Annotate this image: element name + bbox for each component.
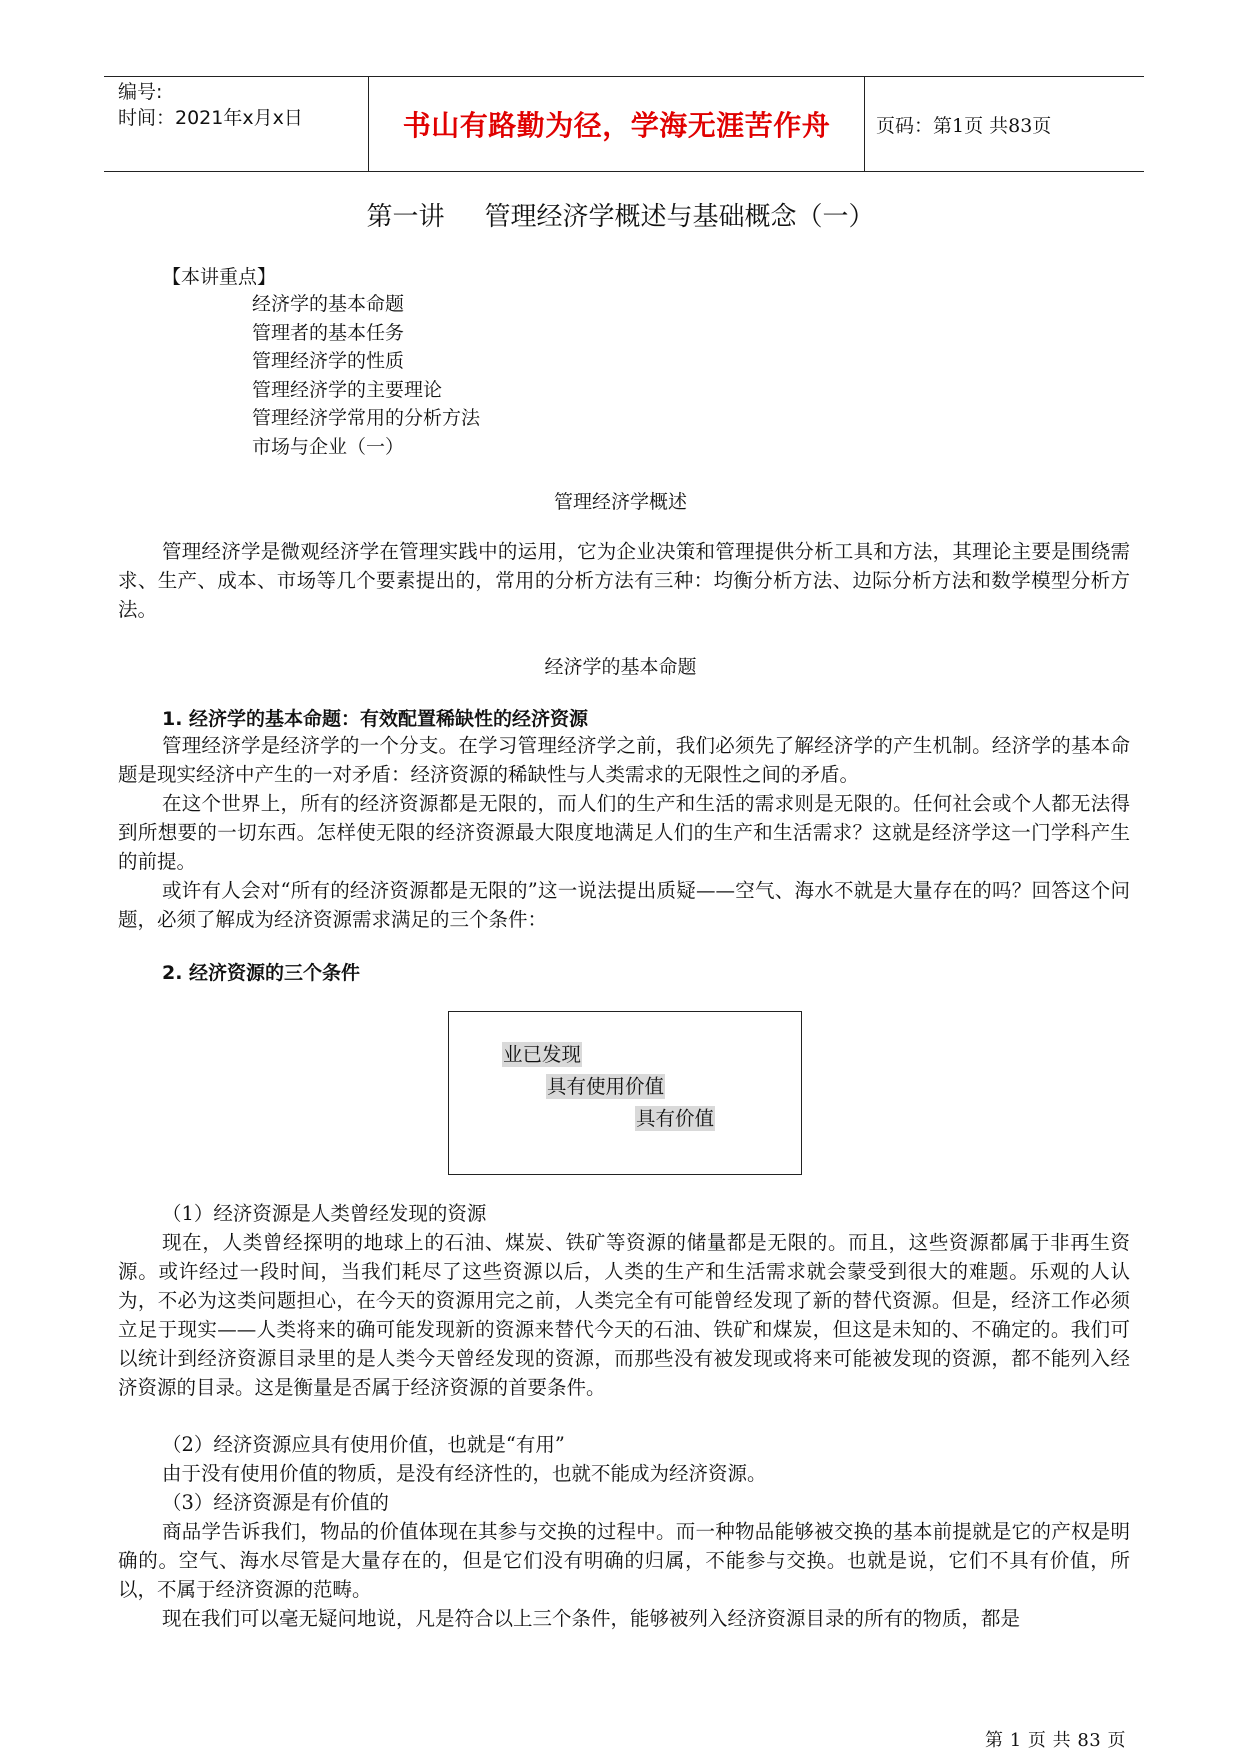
condition-use-value: 具有使用价值 [547, 1075, 665, 1098]
paragraph: 管理经济学是经济学的一个分支。在学习管理经济学之前，我们必须先了解经济学的产生机制。经济学的基本命题是现实经济中产生的一对矛盾：经济资源的稀缺性与人类需求的无限性之间的矛盾。 [118, 734, 1130, 786]
heading-2: 2. 经济资源的三个条件 [162, 962, 361, 984]
page-footer: 第 1 页 共 83 页 [985, 1730, 1126, 1751]
lecture-number: 第一讲 [366, 202, 445, 232]
list-item: 管理者的基本任务 [252, 321, 405, 344]
lecture-topic: 管理经济学概述与基础概念（一） [484, 202, 875, 232]
list-item: 市场与企业（一） [252, 435, 405, 458]
header-motto-cell [368, 77, 865, 171]
final-paragraph: 现在我们可以毫无疑问地说，凡是符合以上三个条件，能够被列入经济资源目录的所有的物质，都是 [162, 1607, 1021, 1630]
list-item: 经济学的基本命题 [252, 293, 405, 315]
header-meta [118, 77, 368, 173]
header-page-info: 页码：第1页 共83页 [876, 114, 1052, 137]
overview-paragraph: 管理经济学是微观经济学在管理实践中的运用，它为企业决策和管理提供分析工具和方法，其理论主要是围绕需求、生产、成本、市场等几个要素提出的，常用的分析方法有三种：均衡分析方法、边际分析方法和数学模型分析方法。 [118, 540, 1130, 621]
conditions-diagram [448, 1011, 802, 1175]
section-title-basic-proposition: 经济学的基本命题 [544, 656, 697, 678]
condition-1-title: （1）经济资源是人类曾经发现的资源 [162, 1202, 487, 1225]
list-item: 管理经济学的主要理论 [252, 378, 443, 401]
condition-value: 具有价值 [636, 1107, 715, 1130]
condition-discovered: 业已发现 [503, 1043, 582, 1066]
paragraph: 或许有人会对“所有的经济资源都是无限的”这一说法提出质疑——空气、海水不就是大量存在的吗？回答这个问题，必须了解成为经济资源需求满足的三个条件： [118, 879, 1130, 931]
list-item: 管理经济学常用的分析方法 [252, 407, 481, 429]
number-label: 编号: [118, 81, 163, 103]
focus-label: 【本讲重点】 [162, 266, 277, 288]
paragraph: 在这个世界上，所有的经济资源都是无限的，而人们的生产和生活的需求则是无限的。任何社会或个人都无法得到所想要的一切东西。怎样使无限的经济资源最大限度地满足人们的生产和生活需求？这就是经济学这一门学科产生的前提。 [118, 792, 1130, 873]
condition-3-text: 商品学告诉我们，物品的价值体现在其参与交换的过程中。而一种物品能够被交换的基本前提就是它的产权是明确的。空气、海水尽管是大量存在的，但是它们没有明确的归属，不能参与交换。也就是说，它们不具有价值，所以，不属于经济资源的范畴。 [118, 1520, 1130, 1601]
list-item: 管理经济学的性质 [252, 350, 405, 372]
condition-2-text: 由于没有使用价值的物质，是没有经济性的，也就不能成为经济资源。 [162, 1462, 767, 1485]
motto: 书山有路勤为径，学海无涯苦作舟 [402, 109, 831, 142]
time-label: 时间：2021年x月x日 [118, 107, 303, 129]
condition-1-text: 现在，人类曾经探明的地球上的石油、煤炭、铁矿等资源的储量都是无限的。而且，这些资源都属于非再生资源。或许经过一段时间，当我们耗尽了这些资源以后，人类的生产和生活需求就会蒙受到很大的难题。乐观的人认为，不必为这类问题担心，在今天的资源用完之前，人类完全有可能曾经发现了新的替代资源。但是，经济工作必须立足于现实——人类将来的确可能发现新的资源来替代今天的石油、铁矿和煤炭，但这是未知的、不确定的。我们可以统计到经济资源目录里的是人类今天曾经发现的资源，而那些没有被发现或将来可能被发现的资源，都不能列入经济资源的目录。这是衡量是否属于经济资源的首要条件。 [118, 1231, 1130, 1399]
header-table [104, 76, 1144, 172]
condition-2-title: （2）经济资源应具有使用价值，也就是“有用” [162, 1433, 565, 1456]
heading-1: 1. 经济学的基本命题：有效配置稀缺性的经济资源 [162, 708, 589, 730]
condition-3-title: （3）经济资源是有价值的 [162, 1491, 389, 1514]
lecture-title [0, 196, 1241, 233]
focus-list [252, 290, 480, 461]
section-title-overview: 管理经济学概述 [553, 491, 687, 513]
